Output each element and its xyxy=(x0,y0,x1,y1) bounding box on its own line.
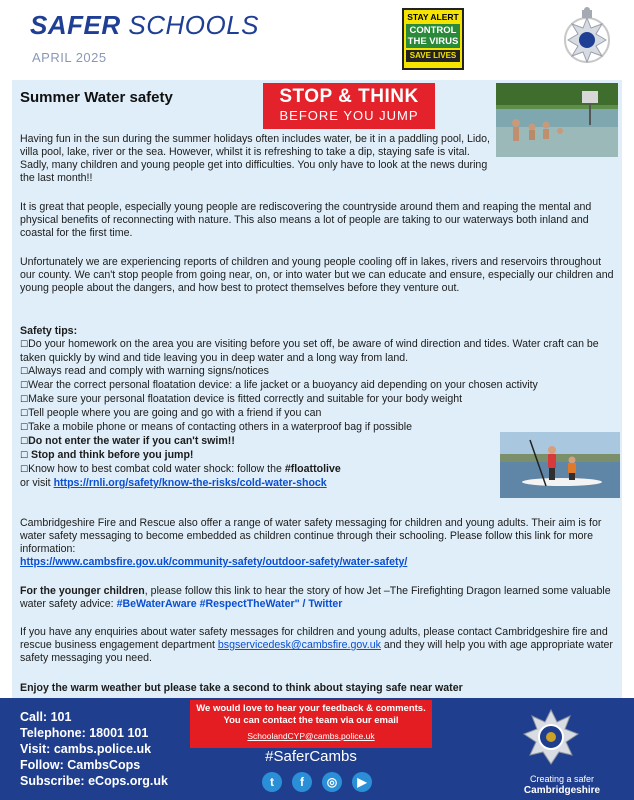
footer-tagline xyxy=(506,774,618,796)
feedback-email-link[interactable]: SchoolandCYP@cambs.police.uk xyxy=(247,731,375,741)
alert-line-2: CONTROL xyxy=(409,25,457,36)
alert-line-2-3 xyxy=(406,24,460,48)
website-link[interactable]: cambs.police.uk xyxy=(53,742,152,756)
checkbox-icon: ☐ xyxy=(20,381,29,391)
reports-paragraph: Unfortunately we are experiencing reports of children and young people cooling off in lakes, rivers and reservoirs throughout our county. We can't stop people from going near, on, or into water but we can educate and ensure, especially our children and young people about the dangers, and how best to protect themselves before they venture out. xyxy=(20,256,614,294)
enquiries-paragraph xyxy=(20,626,618,665)
tip-item: ☐Always read and comply with warning signs/notices xyxy=(20,365,269,377)
younger-children-paragraph xyxy=(20,585,618,611)
tagline-line-1: Creating a safer xyxy=(529,774,595,784)
safety-tips-title: Safety tips: xyxy=(20,325,78,337)
checkbox-icon: ☐ xyxy=(20,465,29,475)
page-footer xyxy=(0,698,634,800)
youtube-icon[interactable]: ▶ xyxy=(352,772,372,792)
younger-children-lead: For the younger children xyxy=(20,585,145,597)
countryside-paragraph: It is great that people, especially young people are rediscovering the countryside around them and reaping the mental and physical benefits of reconnecting with nature. This also means a lot of people are taking to our waterways both inland and coastal for the first time. xyxy=(20,201,592,239)
tip-item: ☐Take a mobile phone or means of contacting others in a waterproof bag if possible xyxy=(20,421,413,433)
fire-rescue-paragraph xyxy=(20,517,618,569)
intro-paragraph xyxy=(20,133,618,185)
closing-message: Enjoy the warm weather but please take a second to think about staying safe near water xyxy=(20,682,463,694)
twitter-icon[interactable]: t xyxy=(262,772,282,792)
tip-item: ☐Do your homework on the area you are visiting before you set off, be aware of wind direction and tides. Water craft can be taken quickly by wind and tide leaving you in deep water and a long way from land. xyxy=(20,338,599,364)
cambsfire-water-safety-link[interactable]: https://www.cambsfire.gov.uk/community-safety/outdoor-safety/water-safety/ xyxy=(20,556,408,568)
checkbox-icon: ☐ xyxy=(20,409,29,419)
intro-text: Having fun in the sun during the summer holidays often includes water, be it in a paddling pool, Lido, villa pool, lake, river or the sea. However, whilst it is refreshing to take a dip, staying safe is vital. Sadly, many children and young people get into difficulties. You only have to look at the news during the last month!! xyxy=(20,133,490,184)
contact-telephone: Telephone: 18001 101 xyxy=(20,726,149,740)
alert-line-1: STAY ALERT xyxy=(407,12,459,22)
tagline-line-2: Cambridgeshire xyxy=(523,785,601,796)
tip-item: ☐Wear the correct personal floatation device: a life jacket or a buoyancy aid depending on your chosen activity xyxy=(20,379,538,391)
feedback-line-1: We would love to hear your feedback & comments. xyxy=(196,703,426,714)
floattolive-hashtag: #floattolive xyxy=(284,463,341,475)
tip-item: ☐Make sure your personal floatation device is fitted correctly and suitable for your body weight xyxy=(20,393,463,405)
social-icons xyxy=(262,772,382,794)
brand-logo xyxy=(30,10,259,41)
facebook-icon[interactable]: f xyxy=(292,772,312,792)
tip-item-cold-water: ☐Know how to best combat cold water shock: follow the #floattolive or visit https://rnli.org/safety/know-the-risks/cold-water-shock xyxy=(20,463,341,489)
police-crest-icon xyxy=(558,6,616,70)
contact-call: Call: 101 xyxy=(20,710,72,724)
brand-word-safer: SAFER xyxy=(30,10,121,40)
contact-follow: Follow: CambsCops xyxy=(20,758,141,772)
bsg-servicedesk-email-link[interactable]: bsgservicedesk@cambsfire.gov.uk xyxy=(217,639,381,651)
fire-rescue-text: Cambridgeshire Fire and Rescue also offer a range of water safety messaging for children and young adults. Their aim is for water safety messaging to become embedded as children continue through their schooling. Please follow this link for more information: xyxy=(20,517,602,555)
checkbox-icon: ☐ xyxy=(20,395,29,405)
enquiries-text-end: and they will help you with age appropriate water safety messaging you need. xyxy=(20,639,613,664)
alert-line-4: SAVE LIVES xyxy=(406,50,460,62)
ecops-link[interactable]: eCops.org.uk xyxy=(88,774,168,788)
tip-item-bold: ☐Do not enter the water if you can't swim!! xyxy=(20,435,235,447)
article-panel xyxy=(12,80,622,698)
banner-line-2: BEFORE YOU JUMP xyxy=(279,108,419,123)
cambridgeshire-constabulary-crest-icon xyxy=(518,706,584,772)
rnli-cold-water-link[interactable]: https://rnli.org/safety/know-the-risks/cold-water-shock xyxy=(53,477,327,489)
checkbox-icon: ☐ xyxy=(20,367,29,377)
paddleboard-photo xyxy=(500,432,620,498)
contact-visit: Visit: cambs.police.uk xyxy=(20,742,152,756)
page-header xyxy=(0,0,634,80)
checkbox-icon: ☐ xyxy=(20,340,29,350)
water-aware-hashtags-link[interactable]: #BeWaterAware #RespectTheWater" / Twitter xyxy=(116,598,343,610)
checkbox-icon: ☐ xyxy=(20,423,29,433)
feedback-line-2: You can contact the team via our email xyxy=(223,715,399,726)
contact-subscribe: Subscribe: eCops.org.uk xyxy=(20,774,168,788)
social-handle-link[interactable]: CambsCops xyxy=(67,758,141,772)
banner-line-1: STOP & THINK xyxy=(279,86,419,107)
tip-item: ☐Tell people where you are going and go with a friend if you can xyxy=(20,407,322,419)
feedback-box xyxy=(190,700,432,748)
enquiries-text: If you have any enquiries about water safety messages for children and young adults, please contact Cambridgeshire fire and rescue business engagement department xyxy=(20,626,608,651)
article-title: Summer Water safety xyxy=(20,89,173,106)
alert-line-3: THE VIRUS xyxy=(407,36,459,47)
younger-children-text: , please follow this link to hear the story of how Jet –The Firefighting Dragon learned some valuable water safety advice: xyxy=(20,585,611,610)
safer-cambs-hashtag: #SaferCambs xyxy=(265,748,357,765)
checkbox-icon: ☐ xyxy=(20,437,29,447)
issue-date: APRIL 2025 xyxy=(32,50,107,65)
checkbox-icon: ☐ xyxy=(20,451,29,461)
instagram-icon[interactable]: ◎ xyxy=(322,772,342,792)
stay-alert-sign xyxy=(402,8,464,70)
stop-and-think-banner xyxy=(263,83,435,129)
brand-word-schools: SCHOOLS xyxy=(128,10,260,40)
tip-item-bold: ☐ Stop and think before you jump! xyxy=(20,449,194,461)
